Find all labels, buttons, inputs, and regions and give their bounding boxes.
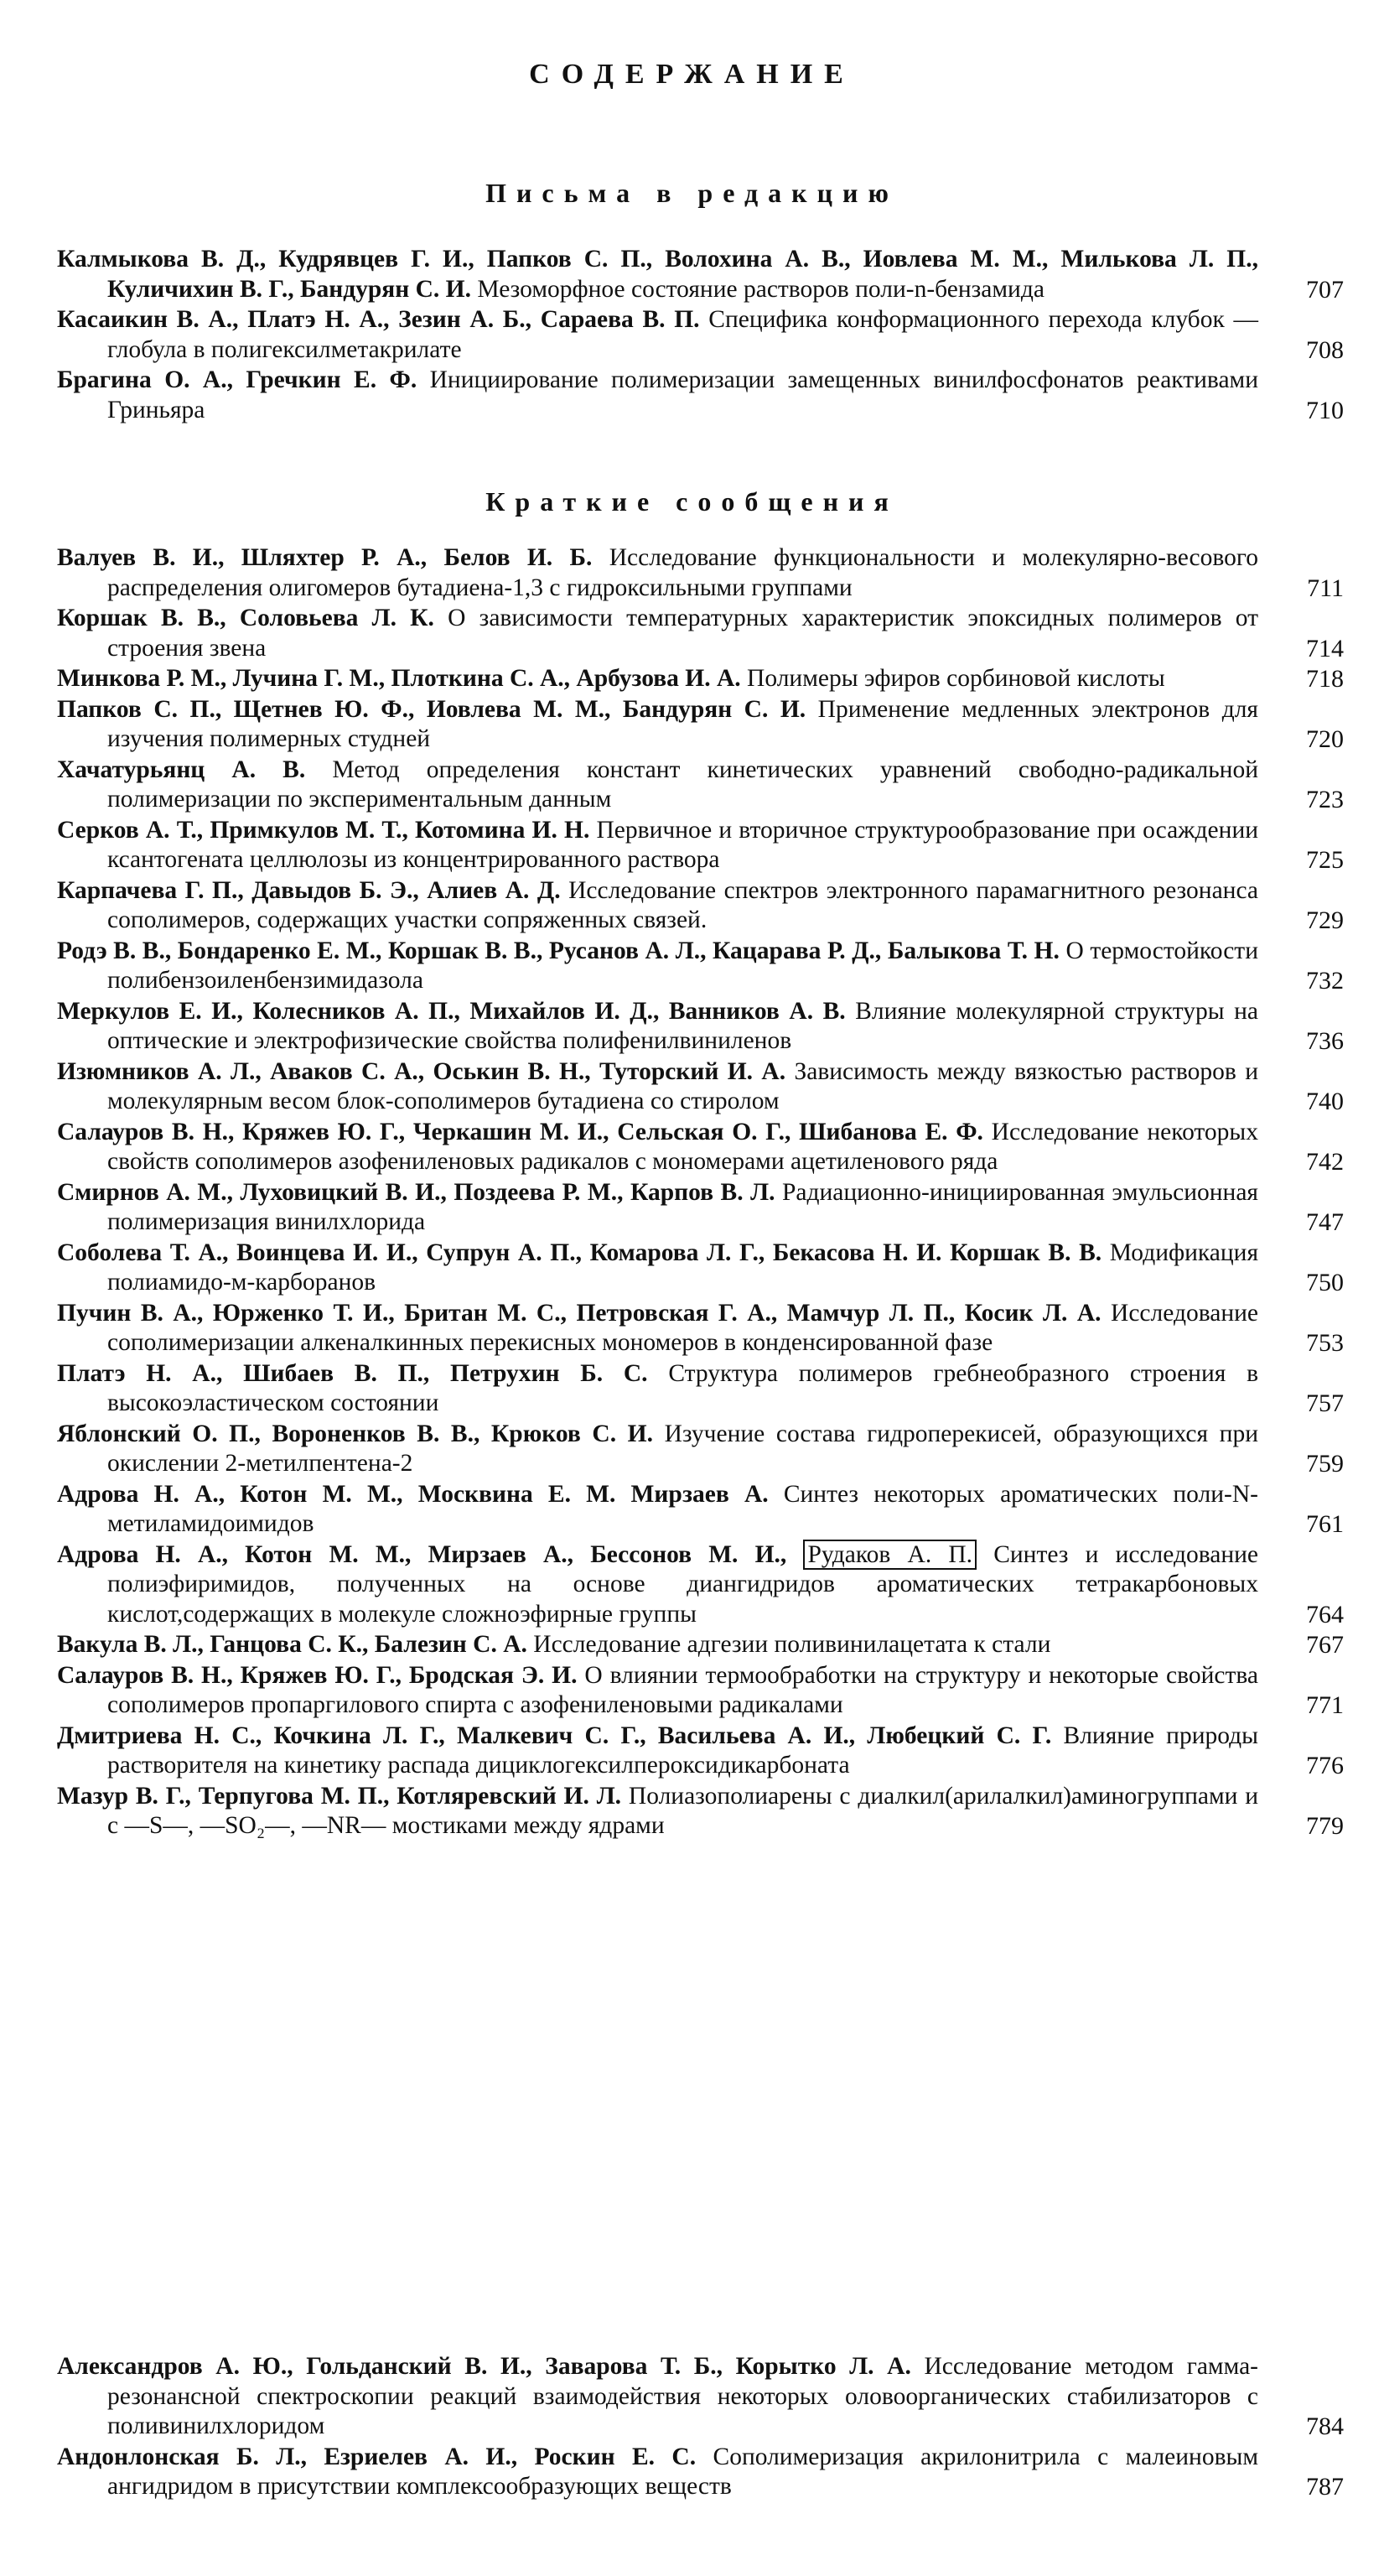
entry-authors: Адрова Н. А., Котон М. М., Москвина Е. М. Мирзаев А. [57, 1480, 769, 1508]
entry-page: 711 [1307, 574, 1344, 602]
entry-authors: Яблонский О. П., Вороненков В. В., Крюков С. И. [57, 1420, 653, 1447]
entry-page: 714 [1306, 634, 1344, 662]
toc-entry[interactable] [0, 816, 1384, 875]
entry-authors: Пучин В. А., Юрженко Т. И., Британ М. С., Петровская Г. А., Мамчур Л. П., Косик Л. А. [57, 1299, 1101, 1327]
section-additional [0, 2352, 1384, 2503]
section-letters [0, 245, 1384, 426]
toc-entry[interactable] [0, 366, 1384, 425]
entry-authors: Салауров В. Н., Кряжев Ю. Г., Бродская Э. И. [57, 1661, 578, 1689]
toc-entry[interactable] [0, 1661, 1384, 1721]
entry-title: Модификация полиамидо-м-карборанов [107, 1239, 1259, 1296]
entry-title: Исследование функциональности и молекулярно-весового распределения олигомеров бутадиена-1,3 с гидроксильными группами [107, 544, 1258, 601]
entry-authors: Вакула В. Л., Ганцова С. К., Балезин С. А. [57, 1631, 527, 1658]
entry-authors: Александров А. Ю., Гольданский В. И., Заварова Т. Б., Корытко Л. А. [57, 2353, 911, 2380]
toc-entry[interactable] [0, 543, 1384, 603]
section-short-reports [0, 543, 1384, 1842]
entry-authors: Андонлонская Б. Л., Езриелев А. И., Роскин Е. С. [57, 2443, 697, 2470]
toc-entry[interactable] [0, 1782, 1384, 1841]
entry-title: Зависимость между вязкостью растворов и молекулярным весом блок-сополимеров бутадиена со стиролом [107, 1057, 1258, 1114]
entry-title: О зависимости температурных характеристик эпоксидных полимеров от строения звена [107, 605, 1258, 662]
entry-page: 725 [1306, 846, 1344, 874]
entry-title: Влияние молекулярной структуры на оптические и электрофизические свойства полифенилвиниленов [107, 997, 1259, 1054]
entry-page: 753 [1306, 1329, 1344, 1357]
toc-entry[interactable] [0, 1630, 1384, 1660]
entry-title: Исследование сополимеризации алкеналкинных перекисных мономеров в конденсированной фазе [107, 1299, 1259, 1356]
entry-title: Исследование спектров электронного парамагнитного резонанса сополимеров, содержащих участки сопряженных связей. [107, 876, 1259, 933]
entry-page: 771 [1306, 1691, 1344, 1719]
entry-title: Структура полимеров гребнеобразного строения в высокоэластическом состоянии [107, 1359, 1259, 1416]
entry-authors: Минкова Р. М., Лучина Г. М., Плоткина С. А., Арбузова И. А. [57, 665, 741, 692]
entry-title: Радиационно-инициированная эмульсионная полимеризация винилхлорида [107, 1178, 1258, 1235]
entry-authors: Адрова Н. А., Котон М. М., Мирзаев А., Бессонов М. И., [57, 1540, 787, 1568]
entry-page: 747 [1306, 1208, 1344, 1236]
entry-page: 708 [1306, 335, 1344, 364]
entry-title: Влияние природы растворителя на кинетику распада дициклогексилпероксидикарбоната [107, 1722, 1258, 1779]
entry-title: Полимеры эфиров сорбиновой кислоты [747, 665, 1165, 692]
boxed-author: Рудаков А. П. [803, 1540, 977, 1570]
entry-authors: Родэ В. В., Бондаренко Е. М., Коршак В. В., Русанов А. Л., Кацарава Р. Д., Балыкова Т. Н. [57, 937, 1060, 964]
entry-authors: Коршак В. В., Соловьева Л. К. [57, 605, 434, 631]
entry-page: 750 [1306, 1269, 1344, 1296]
toc-entry[interactable] [0, 1359, 1384, 1419]
entry-authors: Платэ Н. А., Шибаев В. П., Петрухин Б. С. [57, 1359, 648, 1387]
section-title-letters: Письма в редакцию [485, 178, 899, 208]
toc-entry[interactable] [0, 604, 1384, 663]
entry-title: О влиянии термообработки на структуру и некоторые свойства сополимеров пропаргилового спирта с азофениленовыми радикалами [107, 1661, 1259, 1718]
toc-entry[interactable] [0, 305, 1384, 365]
entry-title: Инициирование полимеризации замещенных винилфосфонатов реактивами Гриньяра [107, 366, 1259, 423]
entry-authors: Соболева Т. А., Воинцева И. И., Супрун А. П., Комарова Л. Г., Бекасова Н. И. Коршак В. В. [57, 1239, 1102, 1266]
entry-page: 718 [1306, 665, 1344, 693]
entry-authors: Дмитриева Н. С., Кочкина Л. Г., Малкевич С. Г., Васильева А. И., Любецкий С. Г. [57, 1722, 1052, 1749]
entry-authors: Изюмников А. Л., Аваков С. А., Оськин В. Н., Туторский И. А. [57, 1057, 786, 1085]
entry-title: О термостойкости полибензоиленбензимидазола [107, 937, 1258, 994]
entry-page: 761 [1306, 1510, 1344, 1538]
toc-entry[interactable] [0, 1299, 1384, 1358]
entry-page: 757 [1306, 1389, 1344, 1417]
entry-title: Исследование адгезии поливинилацетата к стали [533, 1631, 1051, 1658]
entry-page: 720 [1306, 725, 1344, 753]
entry-page: 707 [1306, 275, 1344, 304]
entry-title: Полиазополиарены с диалкил(арилалкил)аминогруппами и с —S—, —SO₂—, —NR— мостиками между ядрами [107, 1782, 1259, 1839]
toc-entry[interactable] [0, 1480, 1384, 1540]
toc-entry[interactable] [0, 1722, 1384, 1781]
entry-title: Синтез и исследование полиэфиримидов, полученных на основе диангидридов ароматических тетракарбоновых кислот,содержащих в молекуле сложноэфирные группы [107, 1540, 1259, 1628]
entry-authors: Мазур В. Г., Терпугова М. П., Котляревский И. Л. [57, 1782, 622, 1810]
toc-entry[interactable] [0, 1118, 1384, 1177]
toc-entry[interactable] [0, 695, 1384, 755]
entry-title: Исследование некоторых свойств сополимеров азофениленовых радикалов с мономерами ацетиленового ряда [107, 1118, 1258, 1175]
entry-authors: Серков А. Т., Примкулов М. Т., Котомина И. Н. [57, 816, 590, 844]
entry-title: Изучение состава гидроперекисей, образующихся при окислении 2-метилпентена-2 [107, 1420, 1259, 1477]
entry-title: Синтез некоторых ароматических поли-N-метиламидоимидов [107, 1480, 1258, 1537]
entry-authors: Калмыкова В. Д., Кудрявцев Г. И., Папков С. П., Волохина А. В., Иовлева М. М., Милькова Л. П., Куличихин В. Г., Бандурян С. И. [57, 246, 1258, 303]
entry-page: 764 [1306, 1600, 1344, 1628]
toc-entry[interactable] [0, 1420, 1384, 1479]
entry-page: 759 [1306, 1450, 1344, 1478]
entry-page: 767 [1306, 1631, 1344, 1659]
entry-title: Специфика конформационного перехода клубок — глобула в полигексилметакрилате [107, 306, 1258, 363]
entry-title: Первичное и вторичное структурообразование при осаждении ксантогената целлюлозы из концентрированного раствора [107, 816, 1259, 873]
page-title: СОДЕРЖАНИЕ [529, 59, 855, 90]
entry-authors: Меркулов Е. И., Колесников А. П., Михайлов И. Д., Ванников А. В. [57, 997, 846, 1025]
entry-authors: Смирнов А. М., Луховицкий В. И., Поздеева Р. М., Карпов В. Л. [57, 1178, 775, 1206]
toc-entry[interactable] [0, 756, 1384, 815]
toc-entry[interactable] [0, 1057, 1384, 1117]
toc-entry[interactable] [0, 997, 1384, 1057]
entry-authors: Хачатурьянц А. В. [57, 756, 306, 783]
toc-entry[interactable] [0, 2443, 1384, 2502]
entry-page: 779 [1306, 1812, 1344, 1840]
toc-entry[interactable] [0, 245, 1384, 304]
entry-page: 742 [1306, 1148, 1344, 1176]
toc-entry[interactable] [0, 1540, 1384, 1630]
entry-page: 710 [1306, 396, 1344, 424]
entry-page: 732 [1306, 967, 1344, 995]
section-title-short-reports: Краткие сообщения [485, 486, 899, 517]
entry-title: Сополимеризация акрилонитрила с малеиновым ангидридом в присутствии комплексообразующих веществ [107, 2443, 1259, 2500]
toc-entry[interactable] [0, 1239, 1384, 1298]
entry-title: Метод определения констант кинетических уравнений свободно-радикальной полимеризации по экспериментальным данным [107, 756, 1259, 813]
entry-authors: Салауров В. Н., Кряжев Ю. Г., Черкашин М. И., Сельская О. Г., Шибанова Е. Ф. [57, 1118, 983, 1145]
entry-page: 723 [1306, 786, 1344, 813]
toc-entry[interactable] [0, 1178, 1384, 1238]
entry-title: Применение медленных электронов для изучения полимерных студней [107, 695, 1259, 752]
entry-title: Исследование методом гамма-резонансной спектроскопии реакций взаимодействия некоторых оловоорганических стабилизаторов с поливинилхлоридом [107, 2353, 1258, 2439]
entry-page: 740 [1306, 1088, 1344, 1115]
entry-authors: Валуев В. И., Шляхтер Р. А., Белов И. Б. [57, 544, 593, 571]
entry-page: 729 [1306, 906, 1344, 934]
toc-entry[interactable] [0, 876, 1384, 936]
entry-authors: Карпачева Г. П., Давыдов Б. Э., Алиев А. Д. [57, 876, 561, 904]
toc-entry[interactable] [0, 937, 1384, 996]
entry-page: 776 [1306, 1752, 1344, 1779]
entry-title: Мезоморфное состояние растворов поли-n-бензамида [477, 275, 1044, 303]
entry-authors: Брагина О. А., Гречкин Е. Ф. [57, 366, 417, 393]
entry-page: 784 [1306, 2412, 1344, 2440]
toc-entry[interactable] [0, 2352, 1384, 2442]
entry-authors: Касаикин В. А., Платэ Н. А., Зезин А. Б., Сараева В. П. [57, 306, 700, 333]
entry-page: 736 [1306, 1027, 1344, 1055]
entry-page: 787 [1306, 2473, 1344, 2501]
toc-entry[interactable] [0, 664, 1384, 694]
entry-authors: Папков С. П., Щетнев Ю. Ф., Иовлева М. М., Бандурян С. И. [57, 695, 806, 723]
